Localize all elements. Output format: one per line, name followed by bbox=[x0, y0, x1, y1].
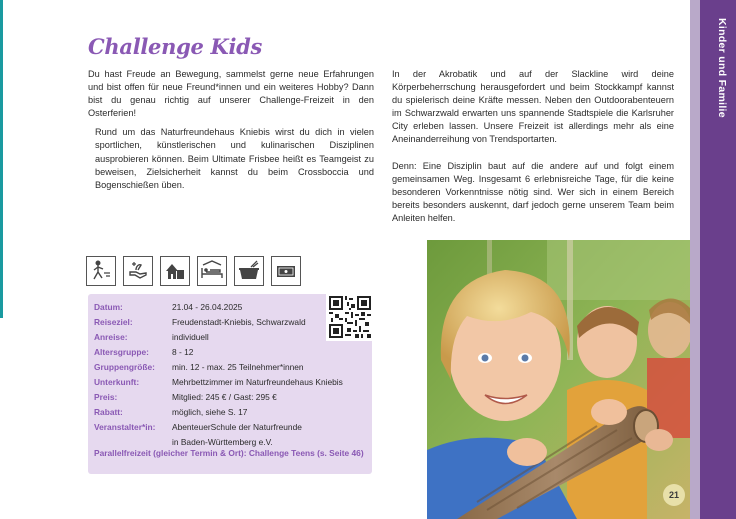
side-tab-shadow bbox=[690, 0, 700, 519]
side-tab-label: Kinder und Familie bbox=[716, 18, 728, 118]
info-row-date bbox=[94, 300, 364, 315]
body-paragraph-2: In der Akrobatik und auf der Slackline wird deine Körperbeherrschung herausgefordert und beim Stockkampf kannst du spielerisch deine Kräfte messen. Neben den Outdoorabenteuern im Schwarzwald erwarten uns spannende Stadtspiele die Karlsruher City erleben lassen. Unsere Freizeit ist allerdings mehr als eine Aneinanderreihung von Trendsportarten. bbox=[392, 69, 674, 145]
info-row-discount bbox=[94, 405, 364, 420]
side-tab bbox=[690, 0, 736, 519]
info-label: Preis: bbox=[94, 392, 118, 402]
info-label: Datum: bbox=[94, 302, 123, 312]
info-row-price bbox=[94, 390, 364, 405]
info-value: min. 12 - max. 25 Teilnehmer*innen bbox=[172, 362, 304, 372]
info-row-group-size bbox=[94, 360, 364, 375]
hand-icon bbox=[123, 256, 153, 286]
info-value: individuell bbox=[172, 332, 209, 342]
info-value: 8 - 12 bbox=[172, 347, 194, 357]
info-row-destination bbox=[94, 315, 364, 330]
info-row-age-group bbox=[94, 345, 364, 360]
page-number: 21 bbox=[663, 484, 685, 506]
info-value: 21.04 - 26.04.2025 bbox=[172, 302, 243, 312]
info-label: Veranstalter*in: bbox=[94, 422, 156, 432]
info-value: möglich, siehe S. 17 bbox=[172, 407, 248, 417]
trip-info-rows bbox=[94, 300, 364, 450]
info-label: Reiseziel: bbox=[94, 317, 133, 327]
qr-code[interactable] bbox=[326, 293, 374, 341]
info-row-organizer bbox=[94, 420, 364, 435]
parallel-trip-note: Parallelfreizeit (gleicher Termin & Ort): Challenge Teens (s. Seite 46) bbox=[94, 448, 364, 458]
info-label: Unterkunft: bbox=[94, 377, 140, 387]
intro-paragraph: Du hast Freude an Bewegung, sammelst gerne neue Erfahrungen und bist offen für neue Freund*innen und ein weiteres Hobby? Dann bist du genau richtig auf unserer Challenge-Freizeit in den Osterferien! bbox=[88, 69, 374, 119]
info-label: Gruppengröße: bbox=[94, 362, 155, 372]
text-column-right bbox=[392, 68, 674, 225]
activity-icon bbox=[86, 256, 116, 286]
ticket-icon bbox=[271, 256, 301, 286]
text-column-left bbox=[88, 68, 374, 192]
page-title: Challenge Kids bbox=[88, 34, 263, 59]
bed-icon bbox=[197, 256, 227, 286]
cooking-icon bbox=[234, 256, 264, 286]
info-value: AbenteuerSchule der Naturfreunde bbox=[172, 422, 302, 432]
info-value: Mehrbettzimmer im Naturfreundehaus Kniebis bbox=[172, 377, 343, 387]
info-label: Rabatt: bbox=[94, 407, 123, 417]
left-edge-strip bbox=[0, 0, 3, 318]
info-value: Freudenstadt-Kniebis, Schwarzwald bbox=[172, 317, 306, 327]
info-row-arrival bbox=[94, 330, 364, 345]
body-paragraph-3: Denn: Eine Disziplin baut auf die andere auf und folgt einem gemeinsamen Weg. Insgesamt 6 erlebnisreiche Tage, für die keine besonderen Vorkenntnisse nötig sind. Wer sich in einem Bereich bereits besonders auskennt, darf jedoch gerne unserem Team beim Anleiten helfen. bbox=[392, 160, 674, 223]
body-paragraph-1: Rund um das Naturfreundehaus Kniebis wirst du dich in vielen sportlichen, künstlerischen und kulinarischen Disziplinen ausprobieren können. Beim Ultimate Frisbee heißt es Teamgeist zu beweisen, Zielsicherheit kannst du beim Crossboccia und Bogenschießen üben. bbox=[95, 127, 374, 190]
info-value: in Baden-Württemberg e.V. bbox=[172, 437, 273, 447]
info-label: Anreise: bbox=[94, 332, 128, 342]
info-row-accommodation bbox=[94, 375, 364, 390]
info-value: Mitglied: 245 € / Gast: 295 € bbox=[172, 392, 277, 402]
icon-row bbox=[86, 256, 301, 286]
info-label: Altersgruppe: bbox=[94, 347, 149, 357]
kids-photo bbox=[427, 240, 690, 519]
accommodation-icon bbox=[160, 256, 190, 286]
